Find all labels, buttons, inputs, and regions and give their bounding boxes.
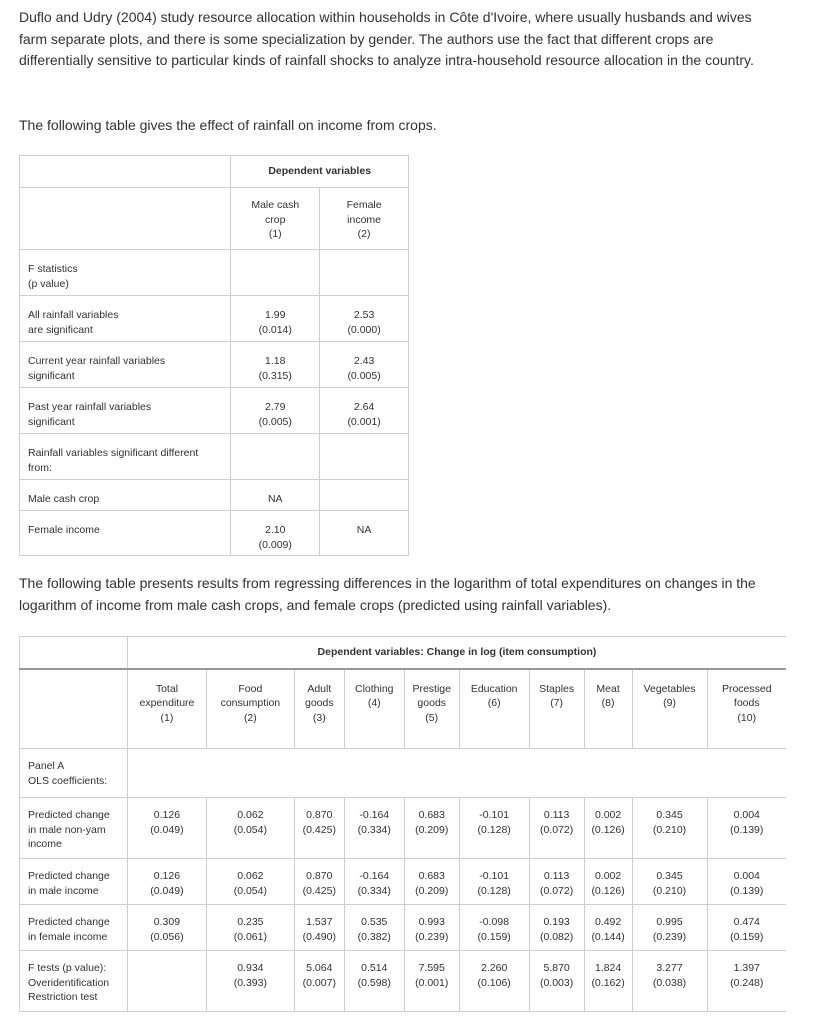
table1-cell-female-income: 2.53 (0.000) [320,296,409,342]
table2-corner [20,637,128,669]
table2-row-label: Predicted change in male income [20,859,128,905]
table1-row-label: F statistics (p value) [20,250,231,296]
table2-cell: 0.514 (0.598) [344,951,404,1012]
table1-cell-female-income [320,434,409,480]
table1-row-label: Female income [20,511,231,556]
table2-cell: 2.260 (0.106) [459,951,529,1012]
table2-cell: 0.126 (0.049) [127,859,206,905]
table2-cell: -0.101 (0.128) [459,798,529,859]
table2-super-header: Dependent variables: Change in log (item consumption) [127,637,786,669]
table2-column-header: Meat (8) [584,669,632,749]
table2-cell: 0.002 (0.126) [584,798,632,859]
table2-cell: 1.824 (0.162) [584,951,632,1012]
table2-row [20,798,787,859]
table2-cell: 5.870 (0.003) [529,951,584,1012]
table2-cell: 0.683 (0.209) [404,798,459,859]
table2-cell: 0.193 (0.082) [529,905,584,951]
table1-cell-female-income [320,250,409,296]
table2-cell: 0.062 (0.054) [206,798,294,859]
table2-caption: The following table presents results from regressing differences in the logarithm of total expenditures on changes in the logarithm of income from male cash crops, and female crops (predicted using rainfall variables). [19,575,756,613]
table2-row-label: F tests (p value): Overidentification Restriction test [20,951,128,1012]
table2-cell: 0.683 (0.209) [404,859,459,905]
table2-column-header: Food consumption (2) [206,669,294,749]
table2-cell: 0.934 (0.393) [206,951,294,1012]
table2-column-header: Adult goods (3) [294,669,344,749]
table2-cell: 3.277 (0.038) [632,951,707,1012]
table2-cell: 0.126 (0.049) [127,798,206,859]
table1-row [20,342,409,388]
table1-row-label: Rainfall variables significant different from: [20,434,231,480]
table2-column-header: Clothing (4) [344,669,404,749]
table2-column-header: Processed foods (10) [707,669,786,749]
table1-cell-male-cash-crop [231,250,320,296]
table2-row [20,859,787,905]
table2-column-header: Prestige goods (5) [404,669,459,749]
rainfall-income-table [19,155,409,556]
table1-cell-male-cash-crop: NA [231,480,320,511]
table2-cell: 0.345 (0.210) [632,859,707,905]
table2-cell: 0.235 (0.061) [206,905,294,951]
table1-super-header: Dependent variables [231,156,409,188]
table2-cell: 0.474 (0.159) [707,905,786,951]
table1-row [20,511,409,556]
table2-cell: 7.595 (0.001) [404,951,459,1012]
table1-row [20,434,409,480]
table2-cell: -0.098 (0.159) [459,905,529,951]
table2-cell: -0.164 (0.334) [344,859,404,905]
table2-cell: 0.870 (0.425) [294,859,344,905]
table1-col-female-income: Female income (2) [320,188,409,250]
table2-cell: 0.004 (0.139) [707,859,786,905]
table1-col-male-cash-crop: Male cash crop (1) [231,188,320,250]
table2-cell [127,951,206,1012]
table1-row [20,388,409,434]
table1-cell-female-income: 2.64 (0.001) [320,388,409,434]
consumption-regression-table [19,636,786,1012]
table2-row [20,905,787,951]
table2-column-header: Staples (7) [529,669,584,749]
table2-cell: 0.309 (0.056) [127,905,206,951]
table2-panel-label: Panel A OLS coefficients: [20,749,128,798]
table2-cell: 1.537 (0.490) [294,905,344,951]
table2-corner-2 [20,669,128,749]
table1-cell-female-income: NA [320,511,409,556]
table1-cell-male-cash-crop: 2.79 (0.005) [231,388,320,434]
table1-cell-male-cash-crop: 1.18 (0.315) [231,342,320,388]
table2-cell: 0.993 (0.239) [404,905,459,951]
table1-row-label: Male cash crop [20,480,231,511]
table1-cell-male-cash-crop [231,434,320,480]
table1-row [20,480,409,511]
table2-cell: 0.535 (0.382) [344,905,404,951]
table2-row [20,951,787,1012]
table2-column-header: Vegetables (9) [632,669,707,749]
table2-cell: 0.345 (0.210) [632,798,707,859]
intro-paragraph: Duflo and Udry (2004) study resource allocation within households in Côte d'Ivoire, where usually husbands and wives farm separate plots, and there is some specialization by gender. The authors use the fact that different crops are differentially sensitive to particular kinds of rainfall shocks to analyze intra-household resource allocation in the country. [19,9,754,68]
table2-cell: 0.113 (0.072) [529,798,584,859]
table2-cell: 0.492 (0.144) [584,905,632,951]
table1-row-label: Current year rainfall variables significant [20,342,231,388]
table1-row [20,250,409,296]
table2-cell: 0.004 (0.139) [707,798,786,859]
table1-cell-female-income [320,480,409,511]
table2-column-header: Total expenditure (1) [127,669,206,749]
table1-row-label: Past year rainfall variables significant [20,388,231,434]
table1-corner [20,156,231,188]
table2-cell: 1.397 (0.248) [707,951,786,1012]
table2-cell: 0.002 (0.126) [584,859,632,905]
table1-cell-male-cash-crop: 2.10 (0.009) [231,511,320,556]
table2-cell: 0.062 (0.054) [206,859,294,905]
table1-row-label: All rainfall variables are significant [20,296,231,342]
table1-cell-male-cash-crop: 1.99 (0.014) [231,296,320,342]
table2-column-header: Education (6) [459,669,529,749]
table2-cell: 0.870 (0.425) [294,798,344,859]
table2-row-label: Predicted change in female income [20,905,128,951]
table2-cell: 0.995 (0.239) [632,905,707,951]
table2-cell: -0.101 (0.128) [459,859,529,905]
table2-row-label: Predicted change in male non-yam income [20,798,128,859]
table2-cell: -0.164 (0.334) [344,798,404,859]
table1-cell-female-income: 2.43 (0.005) [320,342,409,388]
table2-cell: 0.113 (0.072) [529,859,584,905]
table2-cell: 5.064 (0.007) [294,951,344,1012]
table1-row [20,296,409,342]
table1-caption: The following table gives the effect of rainfall on income from crops. [19,117,437,133]
